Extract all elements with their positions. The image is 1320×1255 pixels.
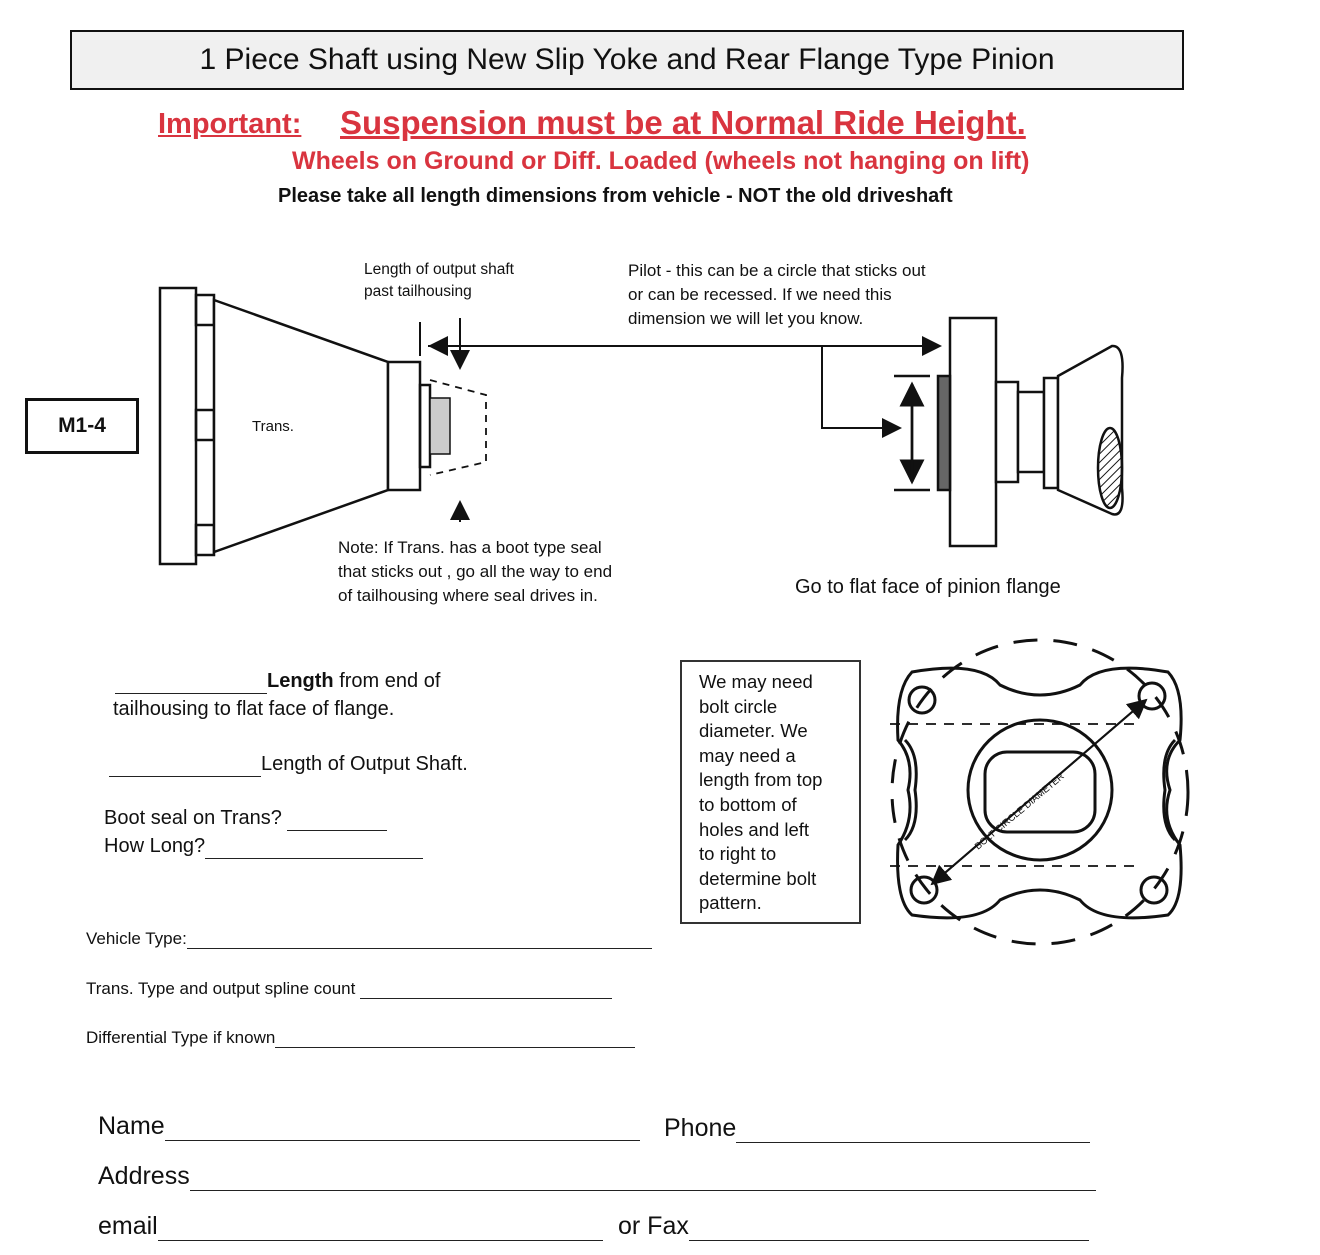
bolt-note-line: We may need: [699, 671, 813, 692]
fax-field: [618, 1212, 1089, 1241]
seal-note-line: of tailhousing where seal drives in.: [338, 586, 598, 605]
vehicle-type-field: [86, 928, 652, 949]
important-label: Important:: [158, 108, 302, 140]
bolt-note-line: determine bolt: [699, 867, 817, 889]
flange-label: Go to flat face of pinion flange: [795, 576, 1061, 598]
how-long-field: [104, 833, 423, 859]
address-field: [98, 1162, 1096, 1191]
name-label: Name: [98, 1112, 165, 1140]
vehicle-type-blank[interactable]: [187, 928, 652, 949]
important-headline: Suspension must be at Normal Ride Height.: [340, 104, 1026, 141]
pilot-note: [628, 259, 926, 331]
bolt-note-line: length from top: [699, 769, 823, 791]
email-field: [98, 1212, 603, 1241]
pilot-note-line: Pilot - this can be a circle that sticks out: [628, 261, 926, 280]
diff-type-field: [86, 1027, 635, 1048]
trans-type-label: Trans. Type and output spline count: [86, 979, 356, 998]
phone-label: Phone: [664, 1114, 737, 1142]
output-shaft-label-line: past tailhousing: [364, 283, 472, 300]
email-blank[interactable]: [158, 1212, 603, 1241]
fax-blank[interactable]: [689, 1212, 1089, 1241]
bolt-note-line: bolt circle: [699, 695, 778, 717]
how-long-label: How Long?: [104, 835, 206, 857]
length-label-line2: tailhousing to flat face of flange.: [113, 698, 395, 720]
fax-label: or Fax: [618, 1212, 689, 1240]
name-field: [98, 1112, 640, 1141]
name-blank[interactable]: [165, 1112, 640, 1141]
phone-field: [664, 1114, 1090, 1143]
pilot-note-line: dimension we will let you know.: [628, 309, 864, 328]
bolt-note-line: diameter. We: [699, 720, 808, 742]
boot-seal-blank[interactable]: [287, 810, 387, 831]
trans-type-field: [86, 978, 612, 999]
boot-seal-field: [104, 805, 387, 831]
phone-blank[interactable]: [736, 1114, 1090, 1143]
trans-type-blank[interactable]: [360, 978, 612, 999]
bolt-note-line: holes and left: [699, 818, 810, 840]
wheels-note: Wheels on Ground or Diff. Loaded (wheels not hanging on lift): [292, 147, 1030, 175]
output-shaft-field-label: Length of Output Shaft.: [261, 753, 468, 775]
instruction-note: Please take all length dimensions from vehicle - NOT the old driveshaft: [278, 185, 953, 207]
diff-type-blank[interactable]: [275, 1027, 635, 1048]
bolt-note-line: to right to: [699, 843, 777, 865]
trans-label: Trans.: [252, 418, 294, 435]
pilot-note-line: or can be recessed. If we need this: [628, 285, 892, 304]
bolt-note-line: pattern.: [699, 892, 762, 914]
page-title: 1 Piece Shaft using New Slip Yoke and Rear Flange Type Pinion: [70, 30, 1184, 90]
output-shaft-label-line: Length of output shaft: [364, 261, 514, 278]
output-shaft-blank[interactable]: [109, 756, 261, 777]
length-bold-label: Length: [267, 670, 334, 692]
address-label: Address: [98, 1162, 190, 1190]
email-label: email: [98, 1212, 158, 1240]
address-blank[interactable]: [190, 1162, 1096, 1191]
boot-seal-label: Boot seal on Trans?: [104, 807, 282, 829]
vehicle-type-label: Vehicle Type:: [86, 929, 187, 948]
seal-note: [338, 536, 612, 608]
how-long-blank[interactable]: [205, 838, 423, 859]
seal-note-line: that sticks out , go all the way to end: [338, 562, 613, 581]
part-code-badge: M1-4: [25, 398, 139, 454]
seal-note-line: Note: If Trans. has a boot type seal: [338, 538, 602, 557]
diff-type-label: Differential Type if known: [86, 1028, 276, 1047]
length-label-rest: from end of: [333, 670, 441, 692]
length-blank[interactable]: [115, 673, 267, 694]
bolt-pattern-note: [680, 660, 861, 924]
output-shaft-label: [364, 259, 514, 303]
bolt-circle-label: BOLT CIRCLE DIAMETER: [972, 771, 1067, 853]
bolt-note-line: to bottom of: [699, 793, 797, 815]
transmission-drawing: [160, 288, 486, 564]
bolt-note-line: may need a: [699, 744, 796, 766]
pinion-flange-drawing: [938, 318, 1123, 546]
output-shaft-field: [109, 751, 468, 777]
length-field: [115, 668, 440, 694]
